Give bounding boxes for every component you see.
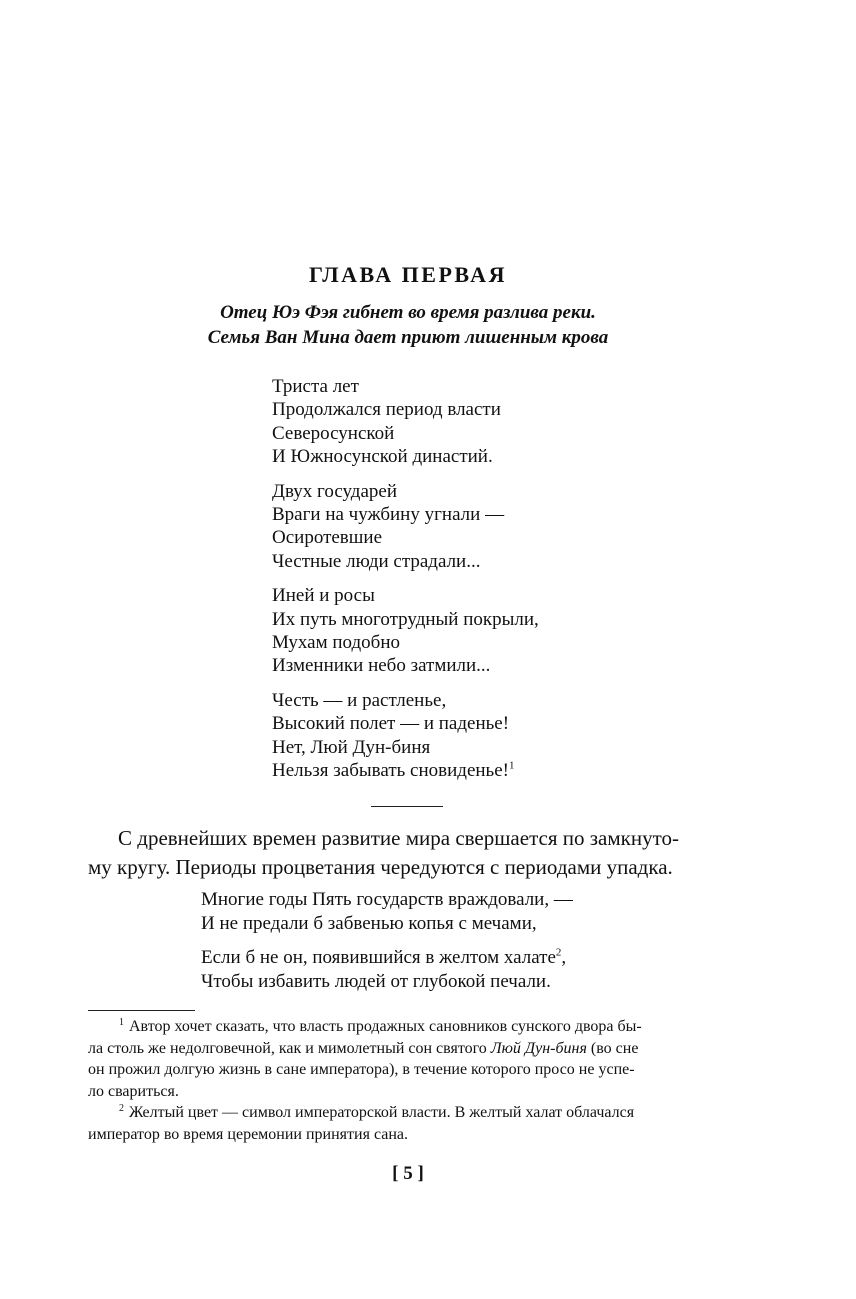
footnote-number: 2 [119, 1102, 124, 1114]
poem-line: Триста лет [272, 376, 359, 397]
paragraph-line: С древнейших времен развитие мира свершается по замкнуто- [118, 826, 679, 850]
poem-line: Враги на чужбину угнали — [272, 504, 505, 526]
poem-line: Нет, Люй Дун-биня [272, 736, 431, 758]
footnote-2: $^2$ Желтый цвет — символ императорской власти. В желтый халат облачался император во время церемонии принятия сана. [88, 1102, 635, 1143]
poem-stanza [272, 584, 539, 678]
verse-line-with-footnote: Если б не он, появившийся в желтом халате$^2$, [201, 946, 567, 968]
poem-line: Нельзя забывать сновиденье! [272, 760, 509, 782]
poem-line-with-footnote [272, 759, 539, 782]
verse-line: И не предали б забвенью копья с мечами, [201, 912, 537, 934]
poem-stanza [272, 375, 539, 469]
chapter-title: ГЛАВА ПЕРВАЯ [309, 262, 507, 287]
poem-line: Честные люди страдали... [272, 550, 481, 572]
epigraph-poem [272, 375, 539, 794]
poem-line: Осиротевшие [272, 527, 383, 549]
verse-couplet [201, 946, 573, 993]
footnote-ref-1[interactable]: 1 [508, 759, 515, 772]
page-number: [ 5 ] [392, 1163, 424, 1184]
verse-line: Чтобы избавить людей от глубокой печали. [201, 970, 551, 992]
body-paragraph [88, 824, 728, 882]
footnote-1: $^1$ Автор хочет сказать, что власть продажных сановников сунского двора бы- ла столь же недолговечной, как и мимолетный сон святого Люй Дун-биня (во сне он прожил долгую жизнь в сане императора), в течение которого просо не успе- ло свариться. [88, 1016, 642, 1100]
subtitle-line: Семья Ван Мина дает приют лишенным крова [207, 327, 609, 348]
verse-couplet [201, 888, 573, 935]
footnote-ref-2[interactable]: 2 [555, 946, 562, 959]
poem-line: Иней и росы [272, 585, 375, 607]
footnote-number: 1 [119, 1016, 124, 1028]
poem-line: И Южносунской династий. [272, 446, 493, 468]
poem-line: Честь — и растленье, [272, 689, 447, 711]
footnote-separator [88, 1010, 195, 1011]
inline-verse [201, 888, 573, 1004]
poem-line: Высокий полет — и паденье! [272, 713, 510, 735]
poem-line: Двух государей [272, 480, 398, 502]
poem-line: Северосунской [272, 422, 395, 444]
poem-line: Изменники небо затмили... [272, 655, 491, 677]
subtitle-line: Отец Юэ Фэя гибнет во время разлива реки. [220, 302, 596, 323]
poem-line: Продолжался период власти [272, 399, 501, 421]
poem-stanza [272, 689, 539, 783]
footnotes [88, 1016, 728, 1145]
poem-line: Их путь многотрудный покрыли, [272, 608, 539, 630]
poem-stanza [272, 480, 539, 574]
section-divider [371, 806, 443, 807]
poem-line: Мухам подобно [272, 632, 400, 654]
chapter-subtitle [0, 300, 816, 350]
verse-line: Многие годы Пять государств враждовали, — [201, 889, 573, 910]
paragraph-line: му кругу. Периоды процветания чередуются с периодами упадка. [88, 855, 673, 879]
